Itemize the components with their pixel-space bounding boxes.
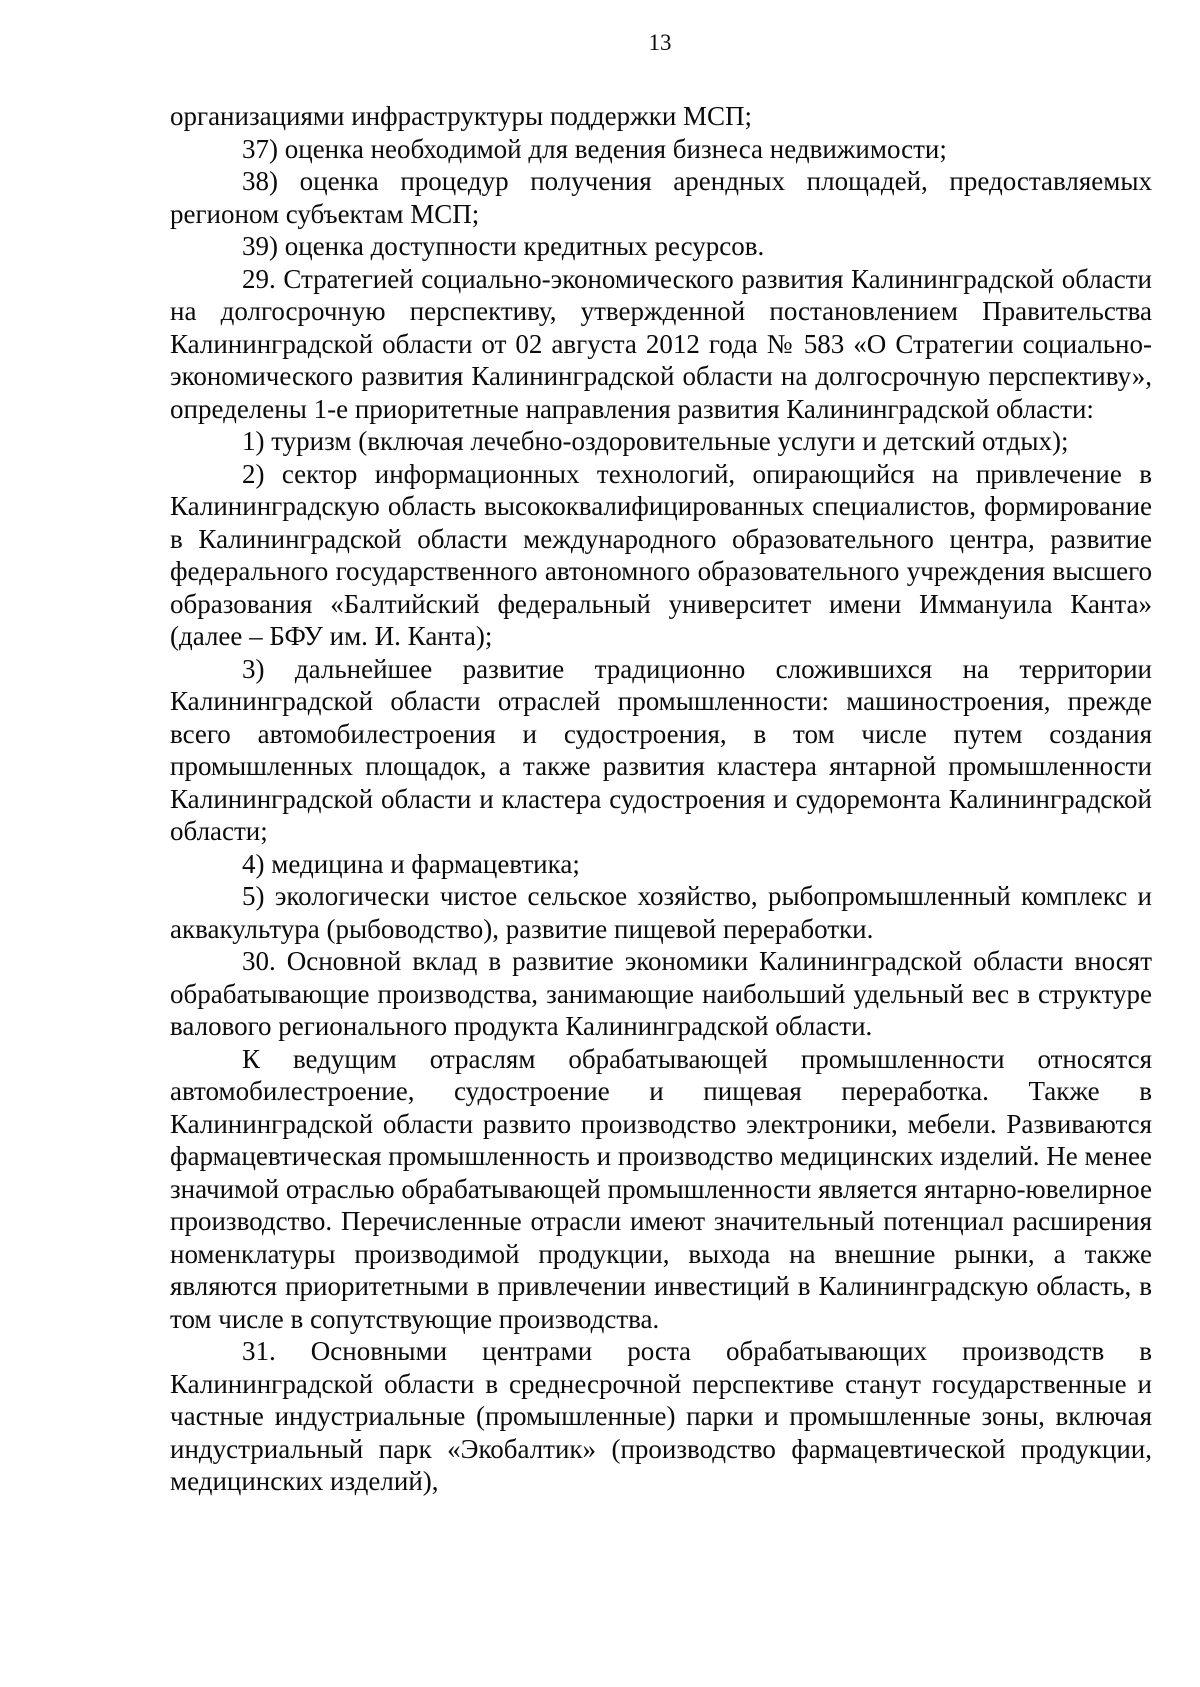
- paragraph: К ведущим отраслям обрабатывающей промышленности относятся автомобилестроение, судостроение и пищевая переработка. Также в Калининградской области развито производство электроники, мебели. Развиваются фармацевтическая промышленность и производство медицинских изделий. Не менее значимой отраслью обрабатывающей промышленности является янтарно-ювелирное производство. Перечисленные отрасли имеют значительный потенциал расширения номенклатуры производимой продукции, выхода на внешние рынки, а также являются приоритетными в привлечении инвестиций в Калининградскую область, в том числе в сопутствующие производства.: [170, 1043, 1152, 1334]
- paragraph: 5) экологически чистое сельское хозяйство, рыбопромышленный комплекс и аквакультура (рыбоводство), развитие пищевой переработки.: [170, 881, 1152, 944]
- paragraph: 29. Стратегией социально-экономического развития Калининградской области на долгосрочную перспективу, утвержденной постановлением Правительства Калининградской области от 02 августа 2012 года № 583 «О Стратегии социально-экономического развития Калининградской области на долгосрочную перспективу», определены 1-е приоритетные направления развития Калининградской области:: [170, 263, 1152, 424]
- paragraph: 31. Основными центрами роста обрабатывающих производств в Калининградской области в среднесрочной перспективе станут государственные и частные индустриальные (промышленные) парки и промышленные зоны, включая индустриальный парк «Экобалтик» (производство фармацевтической продукции, медицинских изделий),: [170, 1336, 1152, 1496]
- paragraph: 30. Основной вклад в развитие экономики Калининградской области вносят обрабатывающие производства, занимающие наибольший удельный вес в структуре валового регионального продукта Калининградской области.: [170, 946, 1152, 1041]
- page-number: 13: [648, 30, 672, 55]
- paragraph: 3) дальнейшее развитие традиционно сложившихся на территории Калининградской области отраслей промышленности: машиностроения, прежде всего автомобилестроения и судостроения, в том числе путем создания промышленных площадок, а также развития кластера янтарной промышленности Калининградской области и кластера судостроения и судоремонта Калининградской области;: [170, 653, 1152, 846]
- paragraph: 1) туризм (включая лечебно-оздоровительные услуги и детский отдых);: [242, 426, 1069, 456]
- paragraph: 39) оценка доступности кредитных ресурсов.: [242, 231, 765, 261]
- paragraph: 38) оценка процедур получения арендных площадей, предоставляемых регионом субъектам МСП;: [170, 166, 1152, 229]
- paragraph: 2) сектор информационных технологий, опирающийся на привлечение в Калининградскую область высококвалифицированных специалистов, формирование в Калининградской области международного образовательного центра, развитие федерального государственного автономного образовательного учреждения высшего образования «Балтийский федеральный университет имени Иммануила Канта» (далее – БФУ им. И. Канта);: [170, 458, 1152, 651]
- paragraph: организациями инфраструктуры поддержки МСП;: [170, 101, 753, 131]
- paragraph: 4) медицина и фармацевтика;: [242, 848, 580, 879]
- document-body: [170, 100, 1152, 1498]
- paragraph: 37) оценка необходимой для ведения бизнеса недвижимости;: [242, 133, 947, 164]
